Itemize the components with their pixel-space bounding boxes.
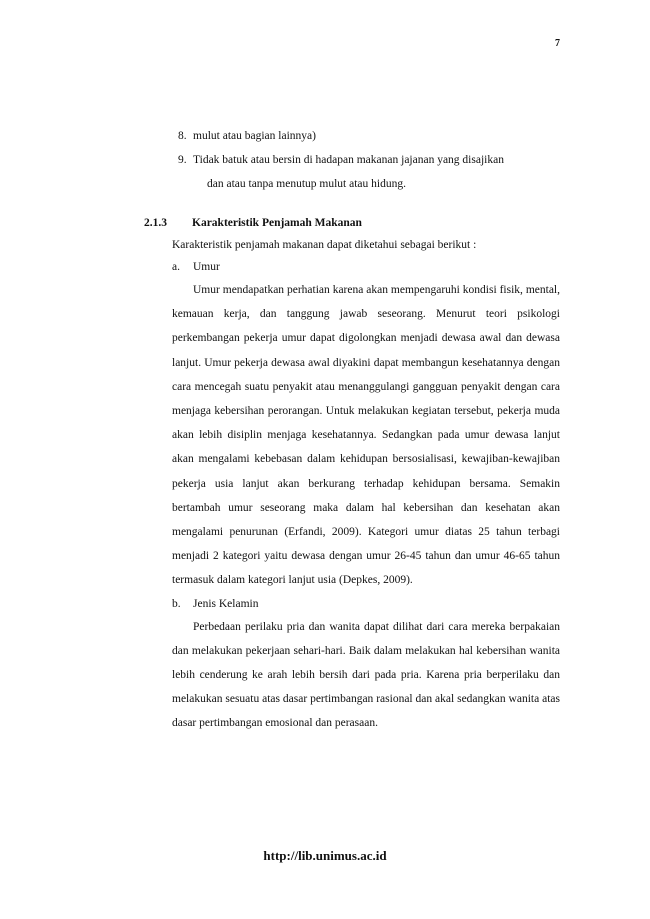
list-item-text: Tidak batuk atau bersin di hadapan makanan jajanan yang disajikan: [193, 154, 504, 166]
section-title: Karakteristik Penjamah Makanan: [192, 217, 362, 229]
footer-url: http://lib.unimus.ac.id: [263, 848, 387, 863]
section-intro: Karakteristik penjamah makanan dapat diketahui sebagai berikut :: [172, 239, 477, 251]
list-item-continuation: dan atau tanpa menutup mulut atau hidung.: [207, 178, 406, 190]
subsection-heading: [144, 593, 560, 615]
list-item-number: 9.: [178, 154, 187, 166]
subsection-letter: a.: [172, 261, 180, 273]
page-number: 7: [555, 38, 560, 49]
subsection-letter: b.: [172, 597, 181, 610]
numbered-list: [178, 124, 558, 196]
list-item-text: mulut atau bagian lainnya): [193, 130, 316, 142]
section-heading: [144, 212, 560, 234]
list-item: [178, 124, 558, 148]
list-item: [178, 148, 558, 196]
paragraph-jenis-kelamin: Perbedaan perilaku pria dan wanita dapat dilihat dari cara mereka berpakaian dan melakukan pekerjaan sehari-hari. Baik dalam melakukan hal kebersihan wanita lebih cenderung ke arah lebih bersih dari pada pria. Karena pria berperilaku dan melakukan sesuatu atas dasar pertimbangan rasional dan akal sedangkan wanita atas dasar pertimbangan emosional dan perasaan.: [172, 620, 560, 730]
list-item-number: 8.: [178, 130, 187, 142]
section-2-1-3: [144, 212, 560, 736]
subsection-title: Umur: [193, 261, 220, 273]
paragraph-umur: Umur mendapatkan perhatian karena akan mempengaruhi kondisi fisik, mental, kemauan kerja, dan tanggung jawab seseorang. Menurut teori psikologi perkembangan pekerja umur dapat digolongkan menjadi dewasa awal dan dewasa lanjut. Umur pekerja dewasa awal diyakini dapat membangun kesehatannya dengan cara mencegah suatu penyakit atau menanggulangi gangguan penyakit dengan cara menjaga kebersihan perorangan. Untuk melakukan kegiatan tersebut, pekerja muda akan lebih disiplin menjaga kesehatannya. Sedangkan pada umur dewasa lanjut akan mengalami kebebasan dalam kehidupan bersosialisasi, kewajiban-kewajiban pekerja usia lanjut akan berkurang terhadap kehidupan bersama. Semakin bertambah umur seseorang maka dalam hal kebersihan dan kesehatan akan mengalami penurunan (Erfandi, 2009). Kategori umur diatas 25 tahun terbagi menjadi 2 kategori yaitu dewasa dengan umur 26-45 tahun dan umur 46-65 tahun termasuk dalam kategori lanjut usia (Depkes, 2009).: [172, 284, 560, 587]
subsection-heading: [144, 256, 560, 278]
subsection-title: Jenis Kelamin: [193, 597, 259, 610]
section-number: 2.1.3: [144, 217, 167, 229]
